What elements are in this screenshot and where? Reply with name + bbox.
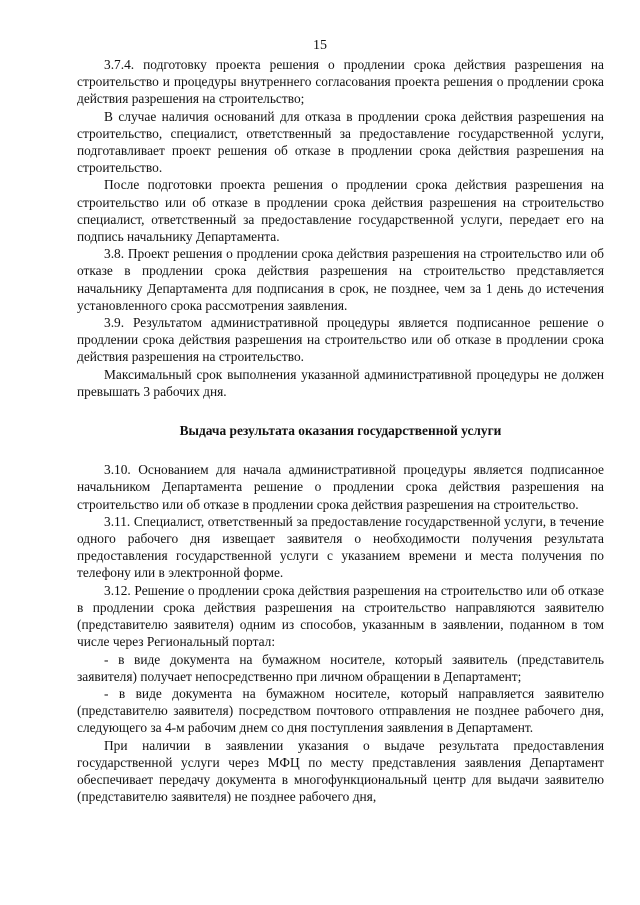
paragraph-mfc: При наличии в заявлении указания о выдаче результата предоставления государственной услуги через МФЦ по месту представления заявления Департамент обеспечивает передачу документа в многофункциональный центр для выдачи заявителю (представителю заявителя) не позднее рабочего дня, — [77, 737, 604, 805]
paragraph-3-10: 3.10. Основанием для начала административной процедуры является подписанное начальником Департамента решение о продлении срока действия разрешения на строительство или об отказе в продлении срока действия разрешения на строительство. — [77, 462, 604, 512]
paragraph-3-12: 3.12. Решение о продлении срока действия разрешения на строительство или об отказе в продлении срока действия разрешения на строительство направляются заявителю (представителю заявителя) одним из способов, указанным в заявлении, поданном в том числе через Региональный портал: — [77, 582, 604, 650]
list-item-by-post: - в виде документа на бумажном носителе, который направляется заявителю (представителю заявителя) посредством почтового отправления не позднее рабочего дня, следующего за 4-м рабочим днем со дня поступления заявления в Департамент. — [77, 685, 604, 736]
page-number: 15 — [313, 38, 327, 53]
paragraph-3-9: 3.9. Результатом административной процедуры является подписанное решение о продлении срока действия разрешения на строительство или об отказе в продлении срока действия разрешения на строительство. — [77, 315, 604, 365]
paragraph-max-term: Максимальный срок выполнения указанной административной процедуры не должен превышать 3 рабочих дня. — [77, 366, 604, 399]
document-body — [77, 56, 604, 805]
paragraph-3-8: 3.8. Проект решения о продлении срока действия разрешения на строительство или об отказе в продлении срока действия разрешения на строительство представляется начальнику Департамента для подписания в срок, не позднее, чем за 1 день до истечения установленного срока рассмотрения заявления. — [77, 246, 604, 313]
section-heading: Выдача результата оказания государственной услуги — [179, 423, 502, 439]
paragraph-3-11: 3.11. Специалист, ответственный за предоставление государственной услуги, в течение одного рабочего дня извещает заявителя о необходимости получения результата предоставления государственной услуги с указанием времени и места получения по телефону или в электронной форме. — [77, 513, 604, 581]
paragraph-3-7-4: 3.7.4. подготовку проекта решения о продлении срока действия разрешения на строительство и процедуры внутреннего согласования проекта решения о продлении срока действия разрешения на строительство; — [77, 57, 604, 107]
paragraph-after-preparation: После подготовки проекта решения о продлении срока действия разрешения на строительство или об отказе в продлении срока действия разрешения на строительство специалист, ответственный за предоставление государственной услуги, передает его на подпись начальнику Департамента. — [77, 177, 604, 245]
list-item-in-person: - в виде документа на бумажном носителе, который заявитель (представитель заявителя) получает непосредственно при личном обращении в Департамент; — [77, 651, 604, 684]
paragraph-refusal-case: В случае наличия оснований для отказа в продлении срока действия разрешения на строительство, специалист, ответственный за предоставление государственной услуги, подготавливает проект решения об отказе в продлении срока действия разрешения на строительство. — [77, 108, 604, 176]
